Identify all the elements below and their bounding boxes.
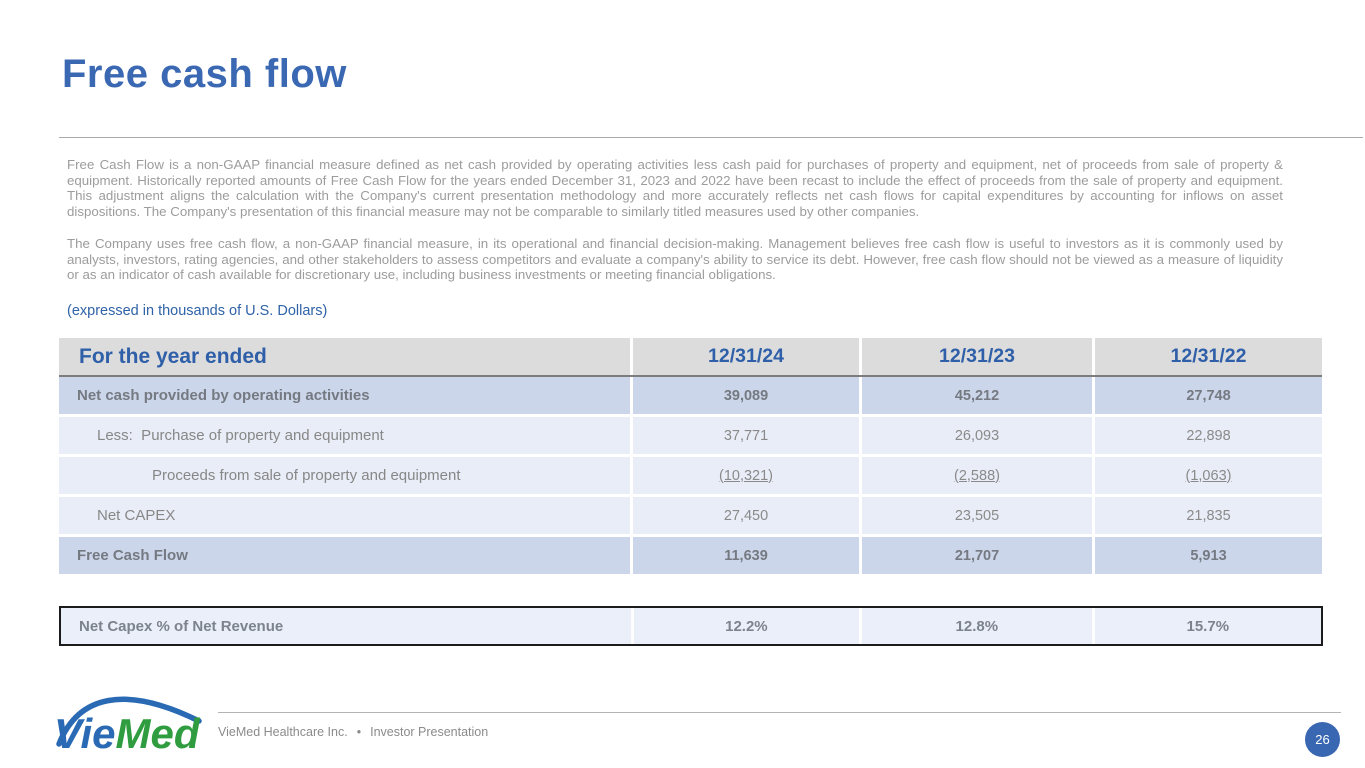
row-value: 37,771 [633, 417, 862, 454]
footer-presentation-label: Investor Presentation [370, 725, 489, 739]
footer-caption [218, 725, 488, 739]
viemed-logo [52, 684, 210, 760]
row-value: (10,321) [633, 457, 862, 494]
free-cash-flow-table [59, 338, 1322, 577]
footer-company: VieMed Healthcare Inc. [218, 725, 348, 739]
footer-bullet-separator: • [356, 725, 362, 739]
row-value: 11,639 [633, 537, 862, 574]
row-value: 21,707 [862, 537, 1095, 574]
table-header-label: For the year ended [59, 338, 633, 375]
row-value: (1,063) [1095, 457, 1322, 494]
logo-text-med: Med [115, 710, 200, 757]
title-divider [59, 137, 1363, 138]
row-value: 27,748 [1095, 377, 1322, 414]
page-number: 26 [1315, 732, 1330, 747]
net-capex-pct-row [59, 606, 1323, 646]
row-value: 27,450 [633, 497, 862, 534]
row-value: 45,212 [862, 377, 1095, 414]
table-header-row [59, 338, 1322, 377]
page-title: Free cash flow [62, 52, 347, 96]
row-label: Net Capex % of Net Revenue [61, 608, 634, 644]
row-label: Less: Purchase of property and equipment [59, 417, 633, 454]
row-value: (2,588) [862, 457, 1095, 494]
row-label: Net CAPEX [59, 497, 633, 534]
row-value: 15.7% [1095, 608, 1321, 644]
intro-paragraph-2: The Company uses free cash flow, a non-GAAP financial measure, in its operational and financial decision-making. Management believes free cash flow is useful to investors as it is commonly used by analysts, investors, rating agencies, and other stakeholders to assess competitors and evaluate a company's ability to service its debt. However, free cash flow should not be viewed as a measure of liquidity or as an indicator of cash available for discretionary use, including business investments or meeting financial obligations. [67, 236, 1283, 283]
intro-paragraph-1: Free Cash Flow is a non-GAAP financial measure defined as net cash provided by operating activities less cash paid for purchases of property and equipment, net of proceeds from sale of property & equipment. Historically reported amounts of Free Cash Flow for the years ended December 31, 2023 and 2022 have been recast to include the effect of proceeds from the sale of property and equipment. This adjustment aligns the calculation with the Company's current presentation methodology and more accurately reflects net cash flows for capital expenditures by accounting for inflows on asset dispositions. The Company's presentation of this financial measure may not be comparable to similarly titled measures used by other companies. [67, 157, 1283, 220]
table-row-operating-activities [59, 377, 1322, 414]
logo-text-vie: Vie [54, 710, 116, 757]
table-row-net-capex [59, 497, 1322, 534]
row-value: 12.8% [862, 608, 1094, 644]
row-value: 26,093 [862, 417, 1095, 454]
row-value: 23,505 [862, 497, 1095, 534]
table-header-col-12-31-22: 12/31/22 [1095, 338, 1322, 375]
row-value: 5,913 [1095, 537, 1322, 574]
row-label: Net cash provided by operating activities [59, 377, 633, 414]
row-value: 12.2% [634, 608, 862, 644]
table-header-col-12-31-23: 12/31/23 [862, 338, 1095, 375]
units-note: (expressed in thousands of U.S. Dollars) [67, 303, 328, 319]
row-value: 22,898 [1095, 417, 1322, 454]
svg-text:VieMed [54, 710, 201, 757]
row-value: 21,835 [1095, 497, 1322, 534]
table-header-col-12-31-24: 12/31/24 [633, 338, 862, 375]
row-value: 39,089 [633, 377, 862, 414]
row-label: Free Cash Flow [59, 537, 633, 574]
table-row-purchase-of-property [59, 417, 1322, 454]
table-row-free-cash-flow [59, 537, 1322, 574]
footer-divider [218, 712, 1341, 713]
table-row-proceeds-from-sale [59, 457, 1322, 494]
page-number-badge [1305, 722, 1340, 757]
row-label: Proceeds from sale of property and equipment [59, 457, 633, 494]
